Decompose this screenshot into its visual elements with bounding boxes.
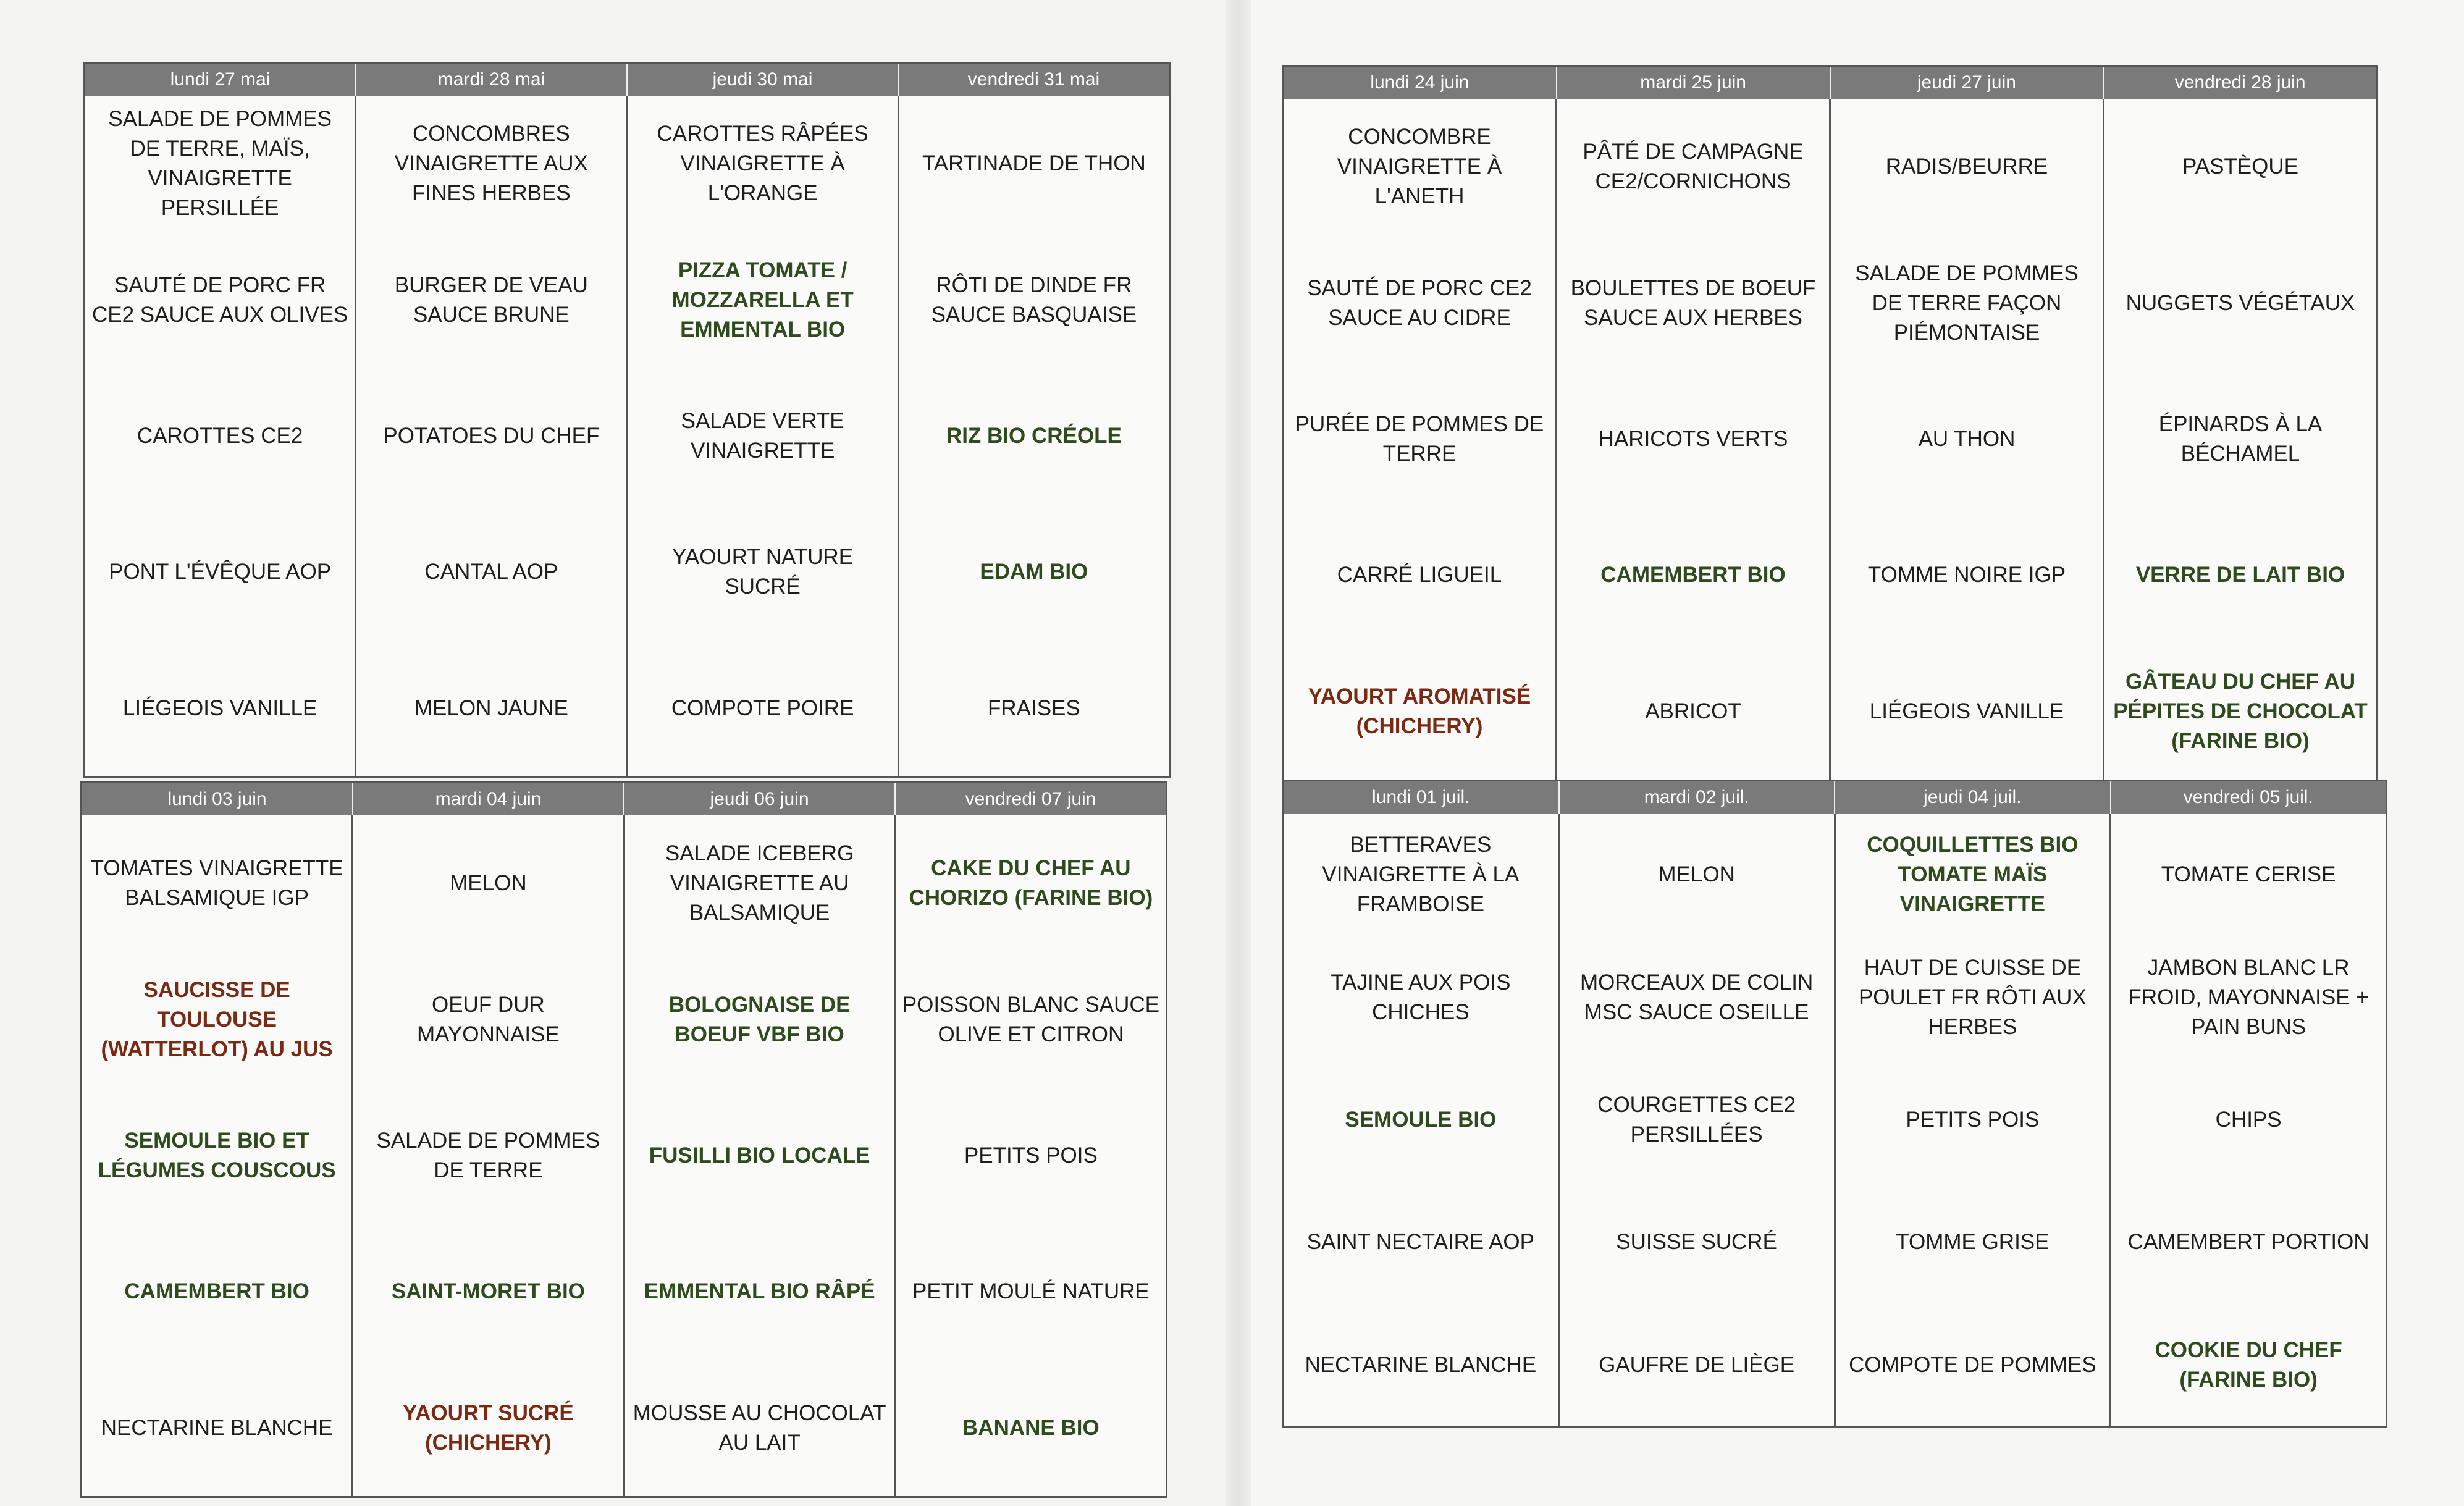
day-header: lundi 27 mai — [85, 64, 356, 96]
day-column — [1831, 99, 2104, 780]
day-header: jeudi 06 juin — [624, 783, 896, 815]
day-column — [628, 96, 899, 776]
menu-item: COURGETTES CE2 PERSILLÉES — [1597, 1093, 1796, 1147]
menu-week — [1282, 780, 2387, 1428]
menu-item: SUISSE SUCRÉ — [1616, 1230, 1777, 1255]
menu-item: HARICOTS VERTS — [1598, 427, 1788, 452]
menu-item: CAKE DU CHEF AU CHORIZO (FARINE BIO) — [909, 856, 1153, 911]
menu-item: SAUTÉ DE PORC FR CE2 SAUCE AUX OLIVES — [91, 272, 348, 327]
menu-item: LIÉGEOIS VANILLE — [1869, 699, 2064, 723]
day-column — [899, 96, 1169, 776]
day-column — [896, 815, 1166, 1496]
day-header: vendredi 07 juin — [965, 789, 1096, 809]
menu-item: BOULETTES DE BOEUF SAUCE AUX HERBES — [1570, 276, 1816, 330]
day-header: lundi 03 juin — [82, 783, 353, 815]
day-header: mardi 28 mai — [356, 64, 628, 96]
menu-item: CANTAL AOP — [424, 560, 558, 584]
day-header-row — [1284, 67, 2376, 99]
menu-item: ÉPINARDS À LA BÉCHAMEL — [2158, 412, 2323, 466]
menu-item: POISSON BLANC SAUCE OLIVE ET CITRON — [902, 992, 1159, 1046]
menu-item: COQUILLETTES BIO TOMATE MAÏS VINAIGRETTE — [1867, 833, 2079, 917]
menu-item: COMPOTE DE POMMES — [1849, 1352, 2096, 1377]
menu-item: CAMEMBERT BIO — [124, 1279, 309, 1304]
menu-item: RÔTI DE DINDE FR SAUCE BASQUAISE — [931, 272, 1137, 327]
menu-item: SALADE ICEBERG VINAIGRETTE AU BALSAMIQUE — [665, 841, 854, 925]
menu-item: ABRICOT — [1645, 699, 1741, 723]
menu-item: EDAM BIO — [980, 560, 1088, 584]
menu-item: BURGER DE VEAU SAUCE BRUNE — [394, 272, 588, 327]
menu-item: LIÉGEOIS VANILLE — [122, 696, 317, 720]
day-column — [356, 96, 628, 776]
menu-item: HAUT DE CUISSE DE POULET FR RÔTI AUX HERBES — [1858, 955, 2087, 1039]
menu-item: SAUCISSE DE TOULOUSE (WATTERLOT) AU JUS — [101, 977, 333, 1061]
menu-item: YAOURT SUCRÉ (CHICHERY) — [402, 1400, 574, 1455]
menu-item: SALADE DE POMMES DE TERRE, MAÏS, VINAIGRETTE PERSILLÉE — [108, 107, 332, 221]
menu-item: TOMATES VINAIGRETTE BALSAMIQUE IGP — [90, 856, 343, 911]
day-header: vendredi 31 mai — [967, 69, 1100, 90]
menu-item: GAUFRE DE LIÈGE — [1599, 1352, 1795, 1377]
day-column — [85, 96, 356, 776]
day-header: jeudi 27 juin — [1831, 67, 2104, 99]
menu-item: PIZZA TOMATE / MOZZARELLA ET EMMENTAL BIO — [671, 258, 854, 342]
day-header: mardi 04 juin — [353, 783, 624, 815]
menu-columns — [1284, 99, 2376, 780]
menu-item: PURÉE DE POMMES DE TERRE — [1295, 412, 1544, 466]
day-header-row — [82, 783, 1166, 815]
day-column — [1836, 814, 2112, 1426]
day-header: lundi 01 juil. — [1284, 781, 1560, 814]
menu-item: EMMENTAL BIO RÂPÉ — [644, 1279, 875, 1304]
menu-item: CAMEMBERT PORTION — [2127, 1230, 2369, 1255]
menu-item: PASTÈQUE — [2182, 154, 2298, 179]
menu-item: NECTARINE BLANCHE — [1305, 1352, 1537, 1377]
menu-item: SALADE VERTE VINAIGRETTE — [681, 409, 844, 463]
day-header: vendredi 05 juil. — [2183, 787, 2313, 807]
menu-item: BETTERAVES VINAIGRETTE À LA FRAMBOISE — [1322, 833, 1520, 917]
day-column — [1284, 99, 1557, 780]
day-column — [1284, 814, 1560, 1426]
menu-item: MELON — [1658, 862, 1735, 887]
menu-item: SAINT NECTAIRE AOP — [1306, 1230, 1534, 1255]
menu-item: SAUTÉ DE PORC CE2 SAUCE AU CIDRE — [1307, 276, 1532, 330]
day-column — [2111, 814, 2386, 1426]
menu-item: COMPOTE POIRE — [671, 696, 854, 720]
menu-item: BOLOGNAISE DE BOEUF VBF BIO — [668, 992, 851, 1046]
binding-gutter — [1226, 0, 1251, 1506]
menu-item: RADIS/BEURRE — [1885, 154, 2048, 179]
menu-item: NUGGETS VÉGÉTAUX — [2126, 290, 2355, 315]
menu-week — [83, 62, 1171, 778]
menu-item: PONT L'ÉVÊQUE AOP — [109, 560, 332, 584]
menu-item: RIZ BIO CRÉOLE — [946, 424, 1122, 448]
menu-item: MELON — [450, 871, 527, 896]
menu-item: NECTARINE BLANCHE — [101, 1415, 333, 1440]
day-header: vendredi 28 juin — [2174, 72, 2306, 93]
menu-item: COOKIE DU CHEF (FARINE BIO) — [2155, 1337, 2342, 1392]
menu-item: CAROTTES CE2 — [137, 424, 303, 448]
menu-item: TAJINE AUX POIS CHICHES — [1331, 970, 1511, 1024]
day-header-row — [85, 64, 1169, 96]
menu-columns — [1284, 814, 2386, 1426]
menu-item: TOMATE CERISE — [2161, 862, 2336, 887]
menu-item: FRAISES — [987, 696, 1080, 720]
menu-item: SALADE DE POMMES DE TERRE — [376, 1129, 600, 1183]
menu-item: MORCEAUX DE COLIN MSC SAUCE OSEILLE — [1579, 970, 1814, 1024]
menu-item: POTATOES DU CHEF — [383, 424, 600, 448]
day-column — [82, 815, 353, 1496]
day-header: mardi 02 juil. — [1560, 781, 1836, 814]
menu-item: PETITS POIS — [964, 1143, 1098, 1168]
menu-item: MOUSSE AU CHOCOLAT AU LAIT — [633, 1400, 886, 1455]
menu-item: SEMOULE BIO ET LÉGUMES COUSCOUS — [98, 1129, 336, 1183]
menu-item: SEMOULE BIO — [1345, 1108, 1497, 1132]
menu-item: YAOURT NATURE SUCRÉ — [672, 545, 854, 599]
menu-item: TOMME GRISE — [1896, 1230, 2050, 1255]
menu-item: CONCOMBRE VINAIGRETTE À L'ANETH — [1337, 125, 1502, 209]
menu-week — [80, 781, 1167, 1498]
menu-item: CONCOMBRES VINAIGRETTE AUX FINES HERBES — [394, 122, 588, 206]
day-column — [2104, 99, 2376, 780]
day-header: jeudi 30 mai — [628, 64, 899, 96]
menu-item: AU THON — [1918, 427, 2016, 452]
menu-week — [1282, 65, 2378, 781]
menu-item: TARTINADE DE THON — [922, 151, 1146, 176]
day-header: mardi 25 juin — [1557, 67, 1831, 99]
menu-item: SAINT-MORET BIO — [391, 1279, 585, 1304]
menu-item: OEUF DUR MAYONNAISE — [416, 992, 560, 1046]
menu-item: GÂTEAU DU CHEF AU PÉPITES DE CHOCOLAT (FARINE BIO) — [2113, 669, 2368, 753]
menu-item: BANANE BIO — [962, 1415, 1100, 1440]
menu-item: FUSILLI BIO LOCALE — [649, 1143, 870, 1168]
menu-columns — [82, 815, 1166, 1496]
menu-item: PÂTÉ DE CAMPAGNE CE2/CORNICHONS — [1583, 140, 1804, 194]
day-column — [1560, 814, 1836, 1426]
day-header-row — [1284, 781, 2386, 814]
menu-item: CARRÉ LIGUEIL — [1337, 563, 1502, 587]
menu-columns — [85, 96, 1169, 776]
day-column — [1557, 99, 1831, 780]
menu-item: CHIPS — [2215, 1108, 2282, 1132]
menu-item: SALADE DE POMMES DE TERRE FAÇON PIÉMONTAISE — [1855, 261, 2079, 345]
menu-item: TOMME NOIRE IGP — [1867, 563, 2066, 587]
menu-item: PETIT MOULÉ NATURE — [912, 1279, 1150, 1304]
menu-item: PETITS POIS — [1906, 1108, 2040, 1132]
menu-item: JAMBON BLANC LR FROID, MAYONNAISE + PAIN BUNS — [2128, 955, 2369, 1039]
menu-item: VERRE DE LAIT BIO — [2135, 563, 2345, 587]
day-header: jeudi 04 juil. — [1835, 781, 2111, 814]
menu-item: YAOURT AROMATISÉ (CHICHERY) — [1308, 684, 1531, 738]
day-column — [353, 815, 624, 1496]
menu-item: CAMEMBERT BIO — [1600, 563, 1786, 587]
day-column — [625, 815, 896, 1496]
menu-item: MELON JAUNE — [414, 696, 568, 720]
day-header: lundi 24 juin — [1284, 67, 1557, 99]
menu-item: CAROTTES RÂPÉES VINAIGRETTE À L'ORANGE — [657, 122, 868, 206]
